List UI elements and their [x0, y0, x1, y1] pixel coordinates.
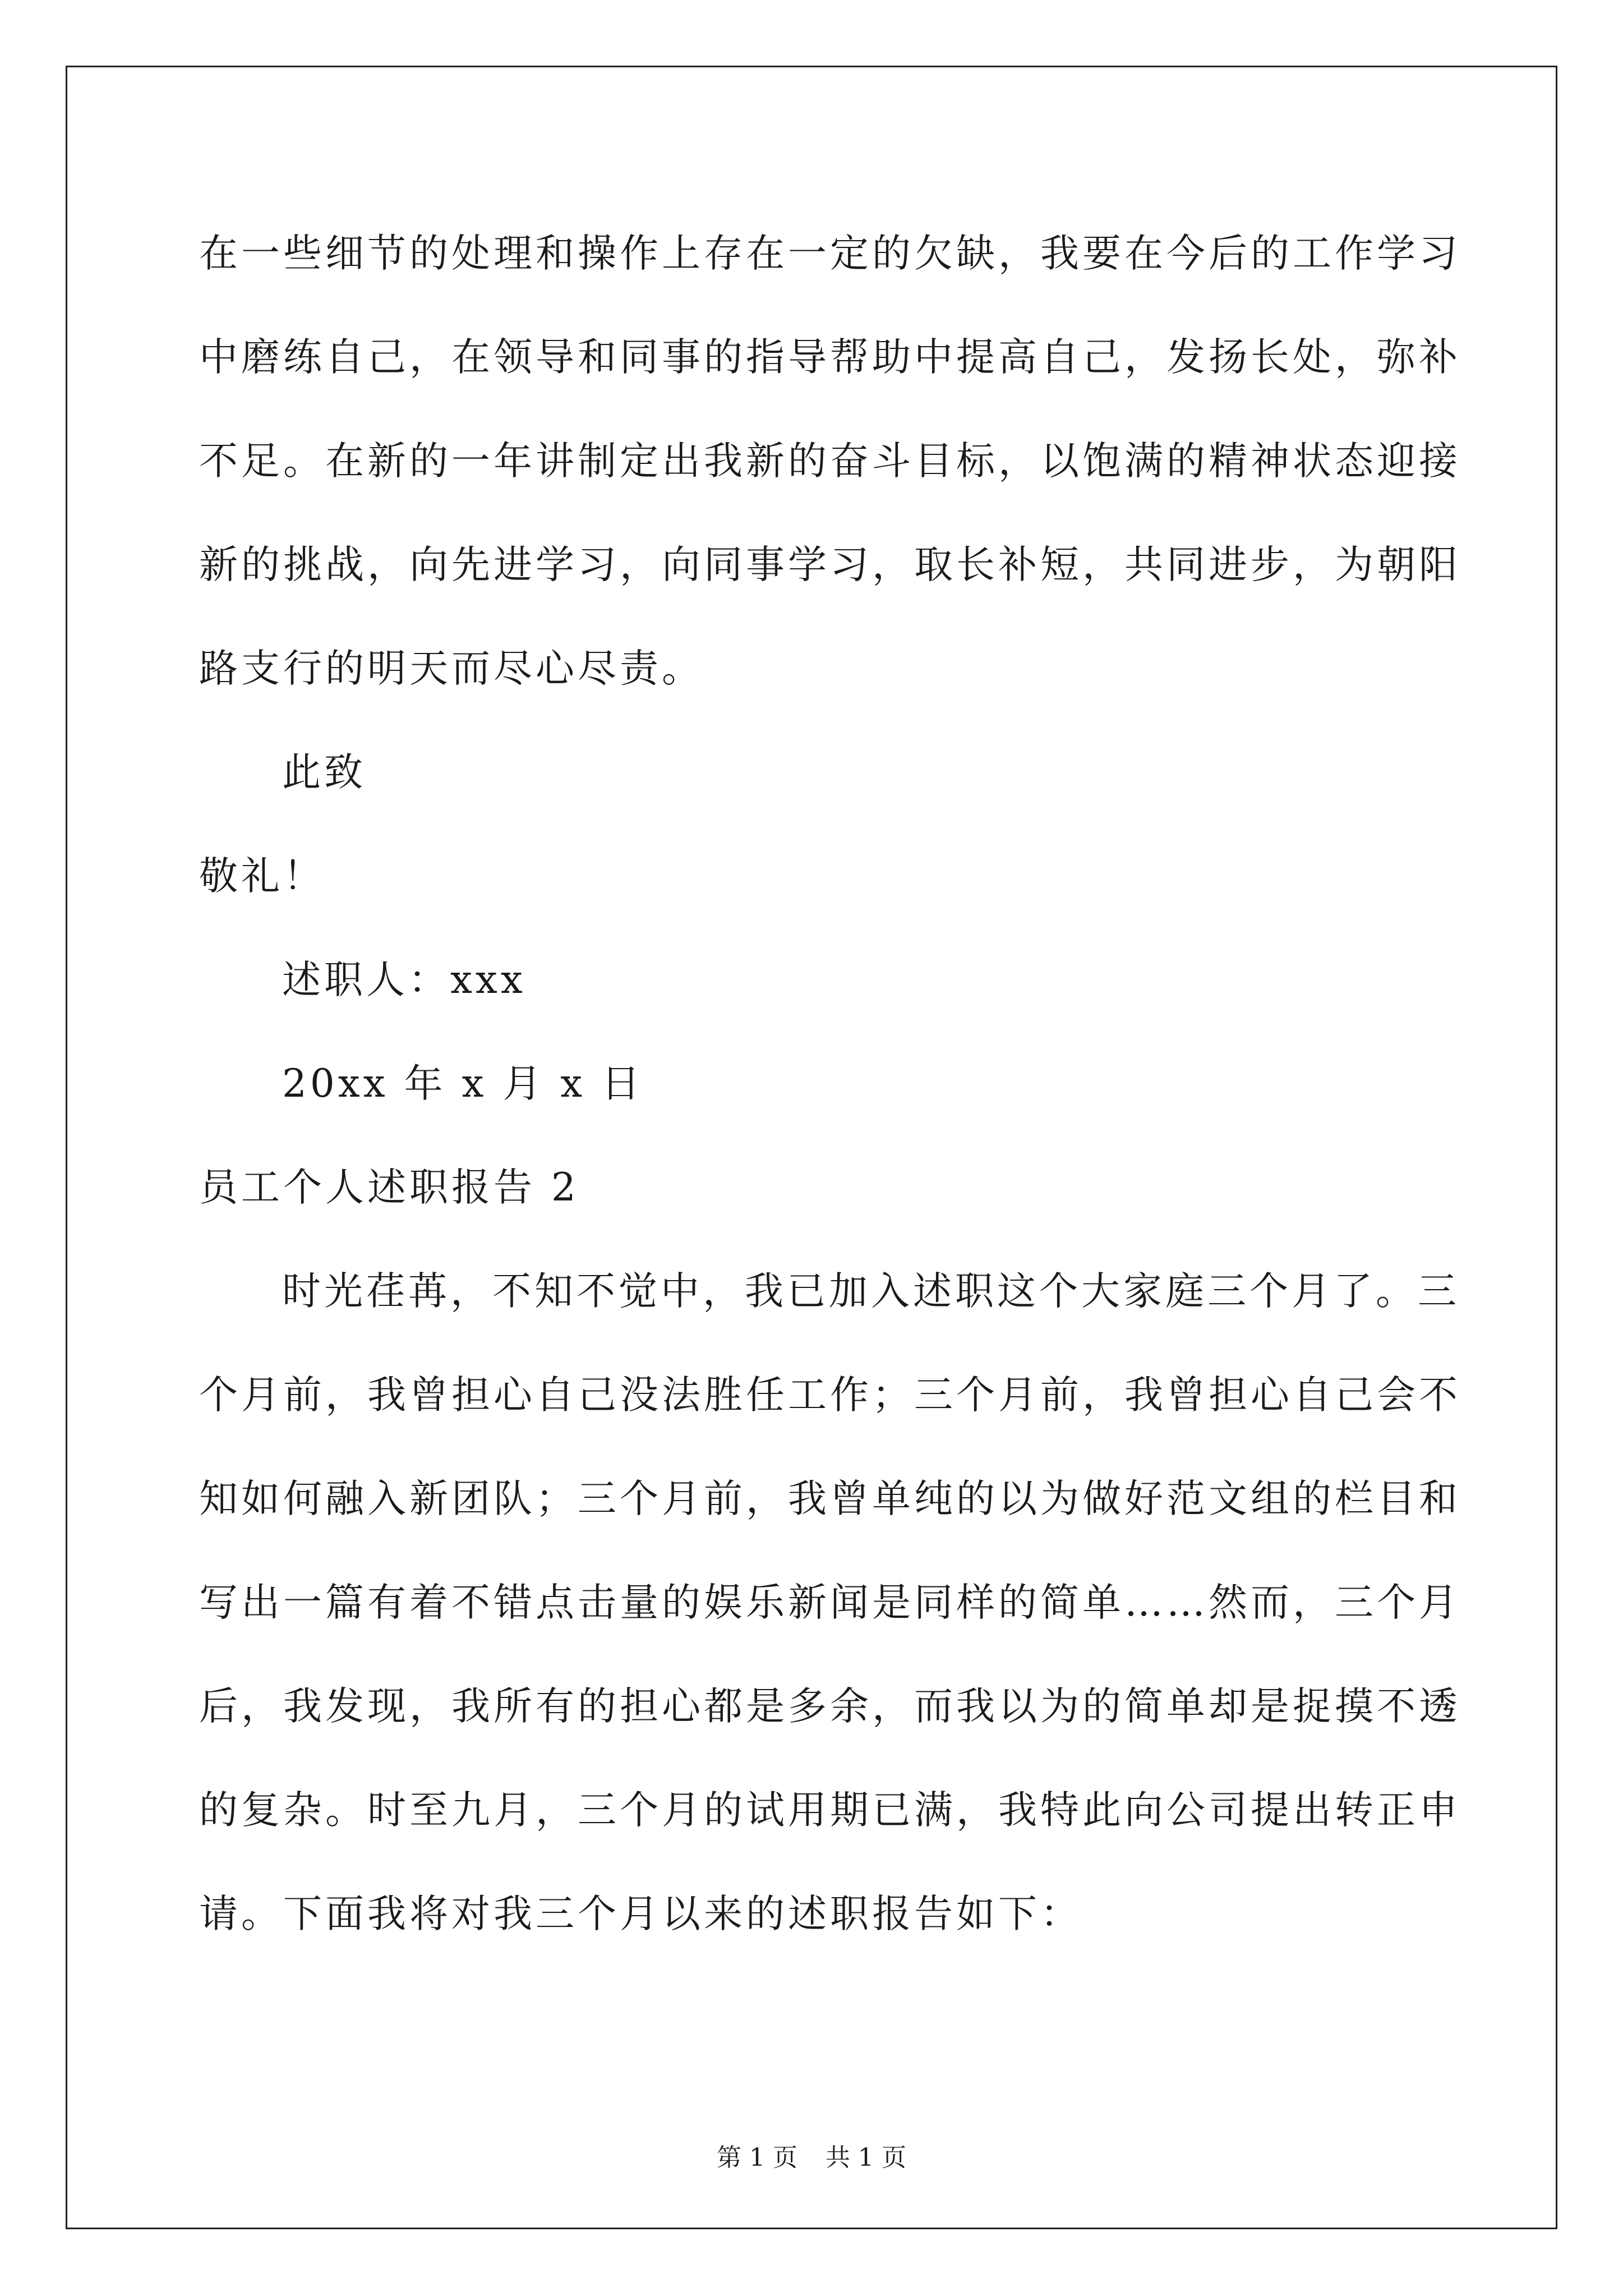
- signature-name: 述职人：xxx: [282, 958, 526, 1002]
- body-line: 的复杂。时至九月，三个月的试用期已满，我特此向公司提出转正申: [199, 1788, 1461, 1833]
- body-line: 不足。在新的一年讲制定出我新的奋斗目标，以饱满的精神状态迎接: [199, 439, 1461, 484]
- page-total: 共 1 页: [826, 2143, 906, 2172]
- salutation-line: 敬礼！: [199, 854, 325, 899]
- body-line: 知如何融入新团队；三个月前，我曾单纯的以为做好范文组的栏目和: [199, 1476, 1461, 1521]
- document-body: [199, 202, 1461, 1966]
- body-line: 路支行的明天而尽心尽责。: [199, 646, 704, 691]
- body-line: 中磨练自己，在领导和同事的指导帮助中提高自己，发扬长处，弥补: [199, 335, 1461, 380]
- body-line: 在一些细节的处理和操作上存在一定的欠缺，我要在今后的工作学习: [199, 231, 1461, 276]
- signature-date: 20xx 年 x 月 x 日: [282, 1061, 644, 1106]
- body-line: 个月前，我曾担心自己没法胜任工作；三个月前，我曾担心自己会不: [199, 1373, 1461, 1418]
- body-line: 请。下面我将对我三个月以来的述职报告如下：: [199, 1892, 1082, 1936]
- page-number: 第 1 页: [717, 2143, 797, 2172]
- section-title: 员工个人述职报告 2: [199, 1165, 579, 1210]
- body-line: 新的挑战，向先进学习，向同事学习，取长补短，共同进步，为朝阳: [199, 542, 1461, 587]
- salutation-line: 此致: [282, 750, 366, 795]
- body-line: 后，我发现，我所有的担心都是多余，而我以为的简单却是捉摸不透: [199, 1684, 1461, 1729]
- body-line: 写出一篇有着不错点击量的娱乐新闻是同样的简单……然而，三个月: [199, 1580, 1461, 1625]
- page-footer: [0, 2137, 1623, 2173]
- body-line: 时光荏苒，不知不觉中，我已加入述职这个大家庭三个月了。三: [282, 1269, 1460, 1314]
